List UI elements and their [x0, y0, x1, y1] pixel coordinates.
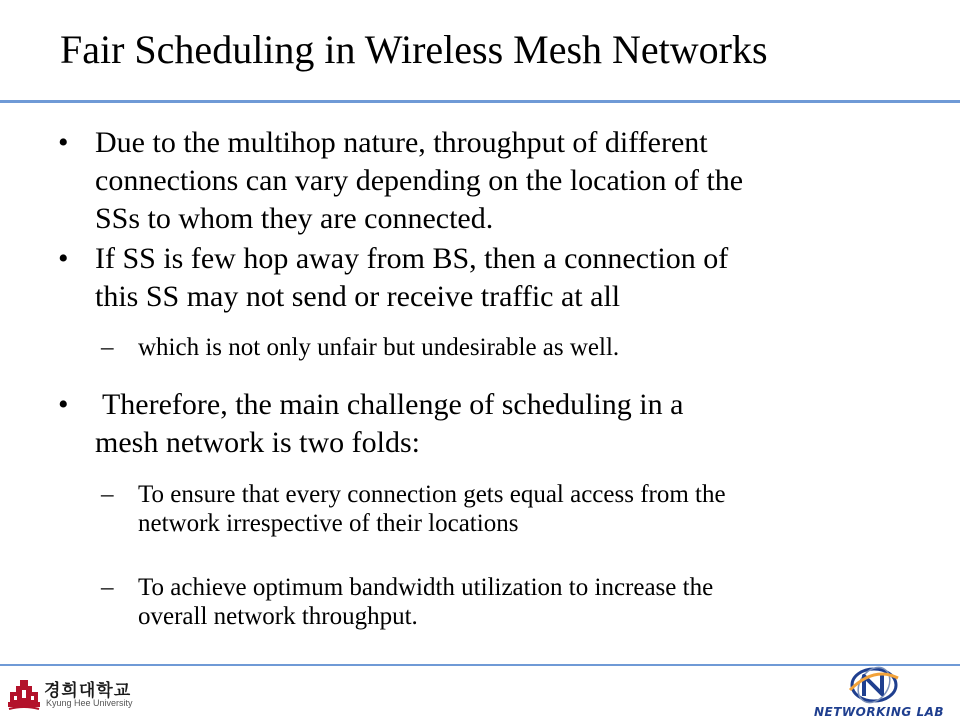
- bullet-line: this SS may not send or receive traffic at all: [95, 280, 621, 313]
- dash-mark: –: [101, 481, 114, 508]
- bullet-line: connections can vary depending on the location of the: [95, 164, 744, 197]
- networking-lab-logo: [808, 664, 960, 720]
- bullet-line: mesh network is two folds:: [95, 426, 420, 459]
- bullet-line: Due to the multihop nature, throughput of different: [95, 126, 708, 159]
- bullet-mark: •: [58, 388, 69, 421]
- university-name-english: Kyung Hee University: [46, 698, 133, 708]
- sub-line: To achieve optimum bandwidth utilization to increase the: [138, 574, 714, 601]
- sub-line: To ensure that every connection gets equal access from the: [138, 481, 726, 508]
- sub-line: network irrespective of their locations: [138, 510, 519, 537]
- dash-mark: –: [101, 334, 114, 361]
- bullet-mark: •: [58, 242, 69, 275]
- networking-lab-emblem-icon: [848, 664, 900, 704]
- university-name-korean: 경희대학교: [44, 681, 132, 701]
- dash-mark: –: [101, 574, 114, 601]
- bullet-line: Therefore, the main challenge of scheduling in a: [95, 388, 684, 421]
- university-logo: [6, 672, 166, 712]
- bullet-line: If SS is few hop away from BS, then a connection of: [95, 242, 729, 275]
- sub-line: which is not only unfair but undesirable as well.: [138, 334, 620, 361]
- university-seal-icon: [6, 672, 42, 712]
- sub-line: overall network throughput.: [138, 603, 418, 630]
- slide-title: Fair Scheduling in Wireless Mesh Networks: [60, 27, 768, 72]
- bullet-mark: •: [58, 126, 69, 159]
- title-divider: [0, 100, 960, 103]
- bullet-line: SSs to whom they are connected.: [95, 202, 494, 235]
- networking-lab-text: NETWORKING LAB: [814, 705, 945, 719]
